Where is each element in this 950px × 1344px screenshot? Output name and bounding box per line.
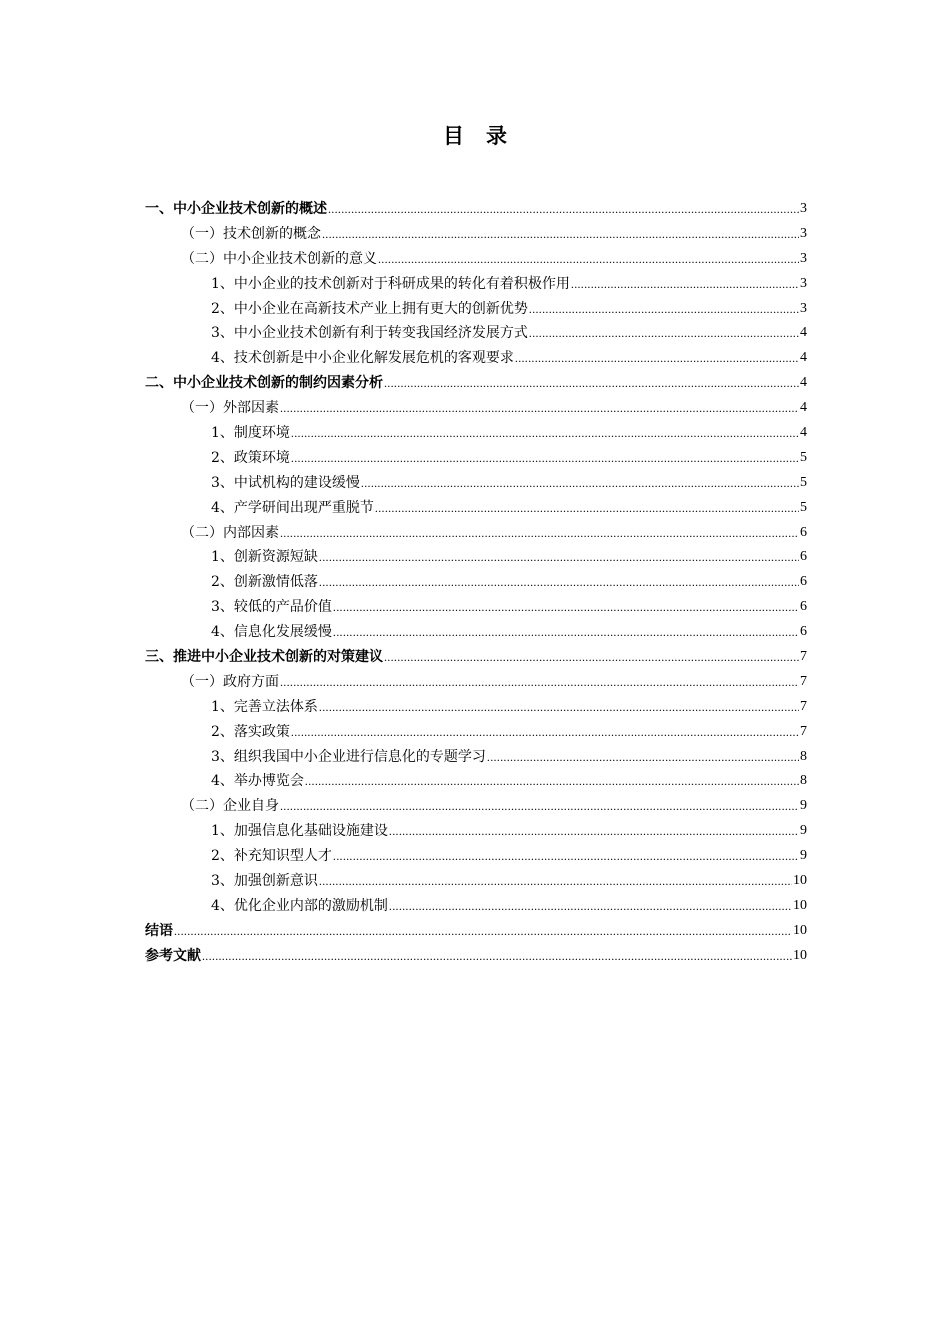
toc-entry-label: 4、举办博览会: [211, 773, 304, 790]
toc-entry-label: 结语: [145, 922, 173, 939]
dot-leader: [319, 869, 792, 894]
toc-entry-label: 3、中试机构的建设缓慢: [211, 474, 360, 491]
toc-entry-label: 1、制度环境: [211, 425, 290, 441]
dot-leader: [202, 944, 792, 969]
dot-leader: [529, 297, 799, 322]
dot-leader: [291, 446, 799, 471]
dot-leader: [291, 421, 799, 446]
toc-entry-page: 5: [800, 499, 807, 515]
toc-entry-page: 8: [800, 773, 807, 789]
dot-leader: [515, 346, 799, 371]
toc-entry-page: 3: [800, 300, 807, 316]
toc-entry-page: 4: [800, 350, 807, 366]
toc-entry[interactable]: [145, 695, 807, 720]
toc-entry-label: 4、产学研间出现严重脱节: [211, 499, 374, 516]
toc-entry[interactable]: [145, 421, 807, 446]
toc-entry-label: 2、创新激情低落: [211, 574, 318, 591]
toc-entry[interactable]: [145, 819, 807, 844]
toc-entry-page: 9: [800, 798, 807, 814]
toc-entry[interactable]: [145, 496, 807, 521]
toc-entry-page: 5: [800, 474, 807, 490]
toc-entry[interactable]: [145, 346, 807, 371]
toc-entry-page: 6: [800, 599, 807, 615]
toc-entry-page: 7: [800, 649, 807, 665]
toc-entry-label: 4、优化企业内部的激励机制: [211, 897, 388, 914]
toc-entry-page: 7: [800, 698, 807, 714]
toc-entry[interactable]: [145, 720, 807, 745]
toc-entry-label: 1、加强信息化基础设施建设: [211, 823, 388, 840]
toc-entry[interactable]: [145, 247, 807, 272]
dot-leader: [529, 321, 799, 346]
toc-entry-label: 1、完善立法体系: [211, 698, 318, 715]
toc-entry-label: （一）外部因素: [181, 400, 279, 417]
toc-entry-label: （二）中小企业技术创新的意义: [181, 250, 377, 267]
table-of-contents: [145, 197, 807, 969]
toc-entry-label: （一）技术创新的概念: [181, 225, 321, 242]
toc-entry[interactable]: [145, 894, 807, 919]
toc-entry[interactable]: [145, 396, 807, 421]
dot-leader: [291, 720, 799, 745]
toc-entry[interactable]: [145, 645, 807, 670]
toc-entry-page: 10: [793, 873, 807, 889]
toc-entry[interactable]: [145, 371, 807, 396]
toc-entry-page: 7: [800, 723, 807, 739]
toc-entry-page: 4: [800, 400, 807, 416]
toc-entry[interactable]: [145, 745, 807, 770]
toc-entry[interactable]: [145, 570, 807, 595]
dot-leader: [375, 496, 799, 521]
dot-leader: [174, 919, 792, 944]
toc-entry-page: 3: [800, 250, 807, 266]
toc-entry[interactable]: [145, 670, 807, 695]
toc-entry-label: 3、较低的产品价值: [211, 599, 332, 616]
dot-leader: [571, 272, 799, 297]
dot-leader: [280, 794, 799, 819]
toc-entry[interactable]: [145, 595, 807, 620]
toc-entry[interactable]: [145, 844, 807, 869]
dot-leader: [384, 645, 799, 670]
toc-entry[interactable]: [145, 794, 807, 819]
toc-entry-label: 4、技术创新是中小企业化解发展危机的客观要求: [211, 350, 514, 367]
toc-entry-page: 10: [793, 897, 807, 913]
toc-entry-label: 一、中小企业技术创新的概述: [145, 200, 327, 217]
toc-entry-page: 6: [800, 524, 807, 540]
dot-leader: [378, 247, 799, 272]
toc-entry-label: 1、中小企业的技术创新对于科研成果的转化有着积极作用: [211, 275, 570, 292]
toc-entry[interactable]: [145, 197, 807, 222]
toc-entry-label: 1、创新资源短缺: [211, 549, 318, 566]
toc-entry-page: 9: [800, 823, 807, 839]
dot-leader: [333, 620, 799, 645]
toc-entry-label: （二）企业自身: [181, 798, 279, 815]
toc-entry-label: 2、补充知识型人才: [211, 848, 332, 865]
toc-entry-page: 6: [800, 624, 807, 640]
toc-entry-label: 4、信息化发展缓慢: [211, 624, 332, 641]
dot-leader: [333, 844, 799, 869]
dot-leader: [384, 371, 799, 396]
toc-entry-page: 8: [800, 748, 807, 764]
toc-entry[interactable]: [145, 297, 807, 322]
toc-entry[interactable]: [145, 944, 807, 969]
dot-leader: [280, 670, 799, 695]
toc-entry-label: 参考文献: [145, 947, 201, 964]
toc-entry[interactable]: [145, 769, 807, 794]
toc-entry-page: 6: [800, 549, 807, 565]
toc-entry[interactable]: [145, 446, 807, 471]
toc-entry-label: 三、推进中小企业技术创新的对策建议: [145, 649, 383, 666]
toc-entry-label: （一）政府方面: [181, 673, 279, 690]
toc-title: [0, 120, 950, 150]
toc-entry[interactable]: [145, 620, 807, 645]
dot-leader: [361, 471, 799, 496]
toc-entry[interactable]: [145, 545, 807, 570]
toc-entry-label: 3、组织我国中小企业进行信息化的专题学习: [211, 748, 486, 765]
toc-title-char-1: 目: [443, 123, 464, 148]
toc-entry[interactable]: [145, 222, 807, 247]
toc-entry-page: 10: [793, 922, 807, 938]
toc-entry-label: 二、中小企业技术创新的制约因素分析: [145, 375, 383, 392]
toc-entry[interactable]: [145, 521, 807, 546]
dot-leader: [333, 595, 799, 620]
dot-leader: [319, 545, 799, 570]
toc-entry-page: 4: [800, 375, 807, 391]
dot-leader: [305, 769, 799, 794]
dot-leader: [319, 570, 799, 595]
toc-entry-label: 2、落实政策: [211, 723, 290, 740]
dot-leader: [322, 222, 799, 247]
toc-entry[interactable]: [145, 919, 807, 944]
toc-entry-page: 3: [800, 200, 807, 216]
toc-entry-page: 7: [800, 673, 807, 689]
toc-entry-page: 4: [800, 425, 807, 440]
toc-entry-page: 10: [793, 947, 807, 963]
toc-entry-label: 2、中小企业在高新技术产业上拥有更大的创新优势: [211, 300, 528, 317]
dot-leader: [319, 695, 799, 720]
toc-entry[interactable]: [145, 471, 807, 496]
dot-leader: [328, 197, 799, 222]
dot-leader: [389, 819, 799, 844]
toc-entry-page: 6: [800, 574, 807, 590]
toc-entry-page: 5: [800, 449, 807, 465]
toc-title-char-2: 录: [486, 123, 507, 148]
toc-entry[interactable]: [145, 321, 807, 346]
dot-leader: [280, 521, 799, 546]
toc-entry-page: 9: [800, 848, 807, 864]
toc-entry-page: 3: [800, 275, 807, 291]
toc-entry[interactable]: [145, 272, 807, 297]
dot-leader: [280, 396, 799, 421]
toc-entry-label: 2、政策环境: [211, 449, 290, 466]
toc-entry-label: 3、加强创新意识: [211, 873, 318, 890]
toc-entry-page: 4: [800, 325, 807, 341]
toc-entry-page: 3: [800, 225, 807, 241]
toc-entry-label: （二）内部因素: [181, 524, 279, 541]
toc-entry-label: 3、中小企业技术创新有利于转变我国经济发展方式: [211, 325, 528, 342]
dot-leader: [389, 894, 792, 919]
toc-entry[interactable]: [145, 869, 807, 894]
dot-leader: [487, 745, 799, 770]
